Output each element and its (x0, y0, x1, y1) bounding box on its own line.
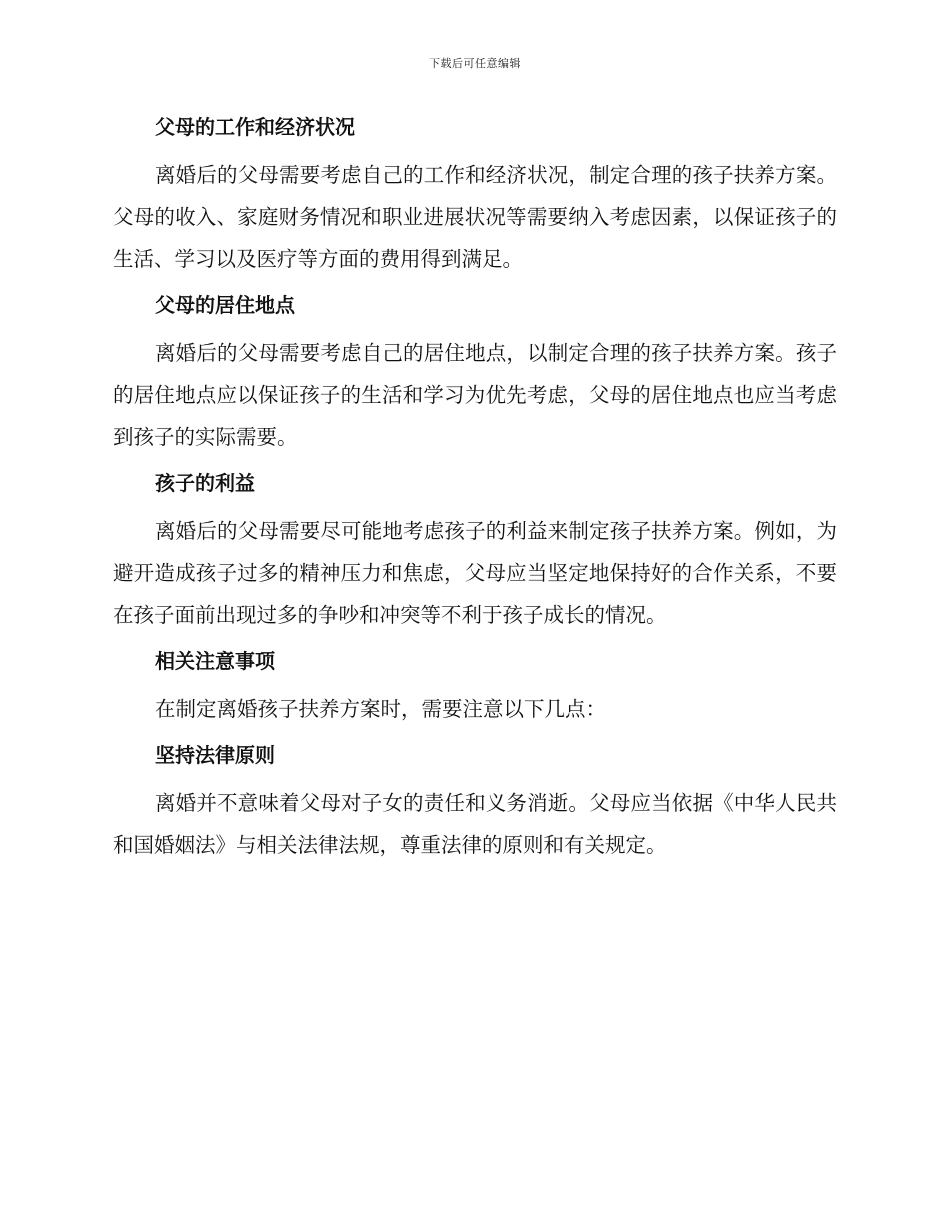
document-body (113, 108, 837, 876)
section-heading: 相关注意事项 (155, 649, 275, 673)
section-heading: 孩子的利益 (155, 471, 255, 495)
section-paragraph: 离婚后的父母需要尽可能地考虑孩子的利益来制定孩子扶养方案。例如，为避开造成孩子过多的精神压力和焦虑，父母应当坚定地保持好的合作关系，不要在孩子面前出现过多的争吵和冲突等不利于孩子成长的情况。 (113, 519, 837, 627)
section-heading: 父母的居住地点 (155, 293, 295, 317)
page-header-note: 下载后可任意编辑 (429, 57, 521, 70)
section-heading: 坚持法律原则 (155, 743, 275, 767)
section-legal-principle (113, 740, 837, 866)
section-paragraph: 在制定离婚孩子扶养方案时，需要注意以下几点： (155, 697, 606, 721)
section-notes (113, 646, 837, 730)
section-heading: 父母的工作和经济状况 (155, 115, 355, 139)
section-paragraph: 离婚并不意味着父母对子女的责任和义务消逝。父母应当依据《中华人民共和国婚姻法》与相关法律法规，尊重法律的原则和有关规定。 (113, 791, 837, 857)
section-paragraph: 离婚后的父母需要考虑自己的居住地点，以制定合理的孩子扶养方案。孩子的居住地点应以保证孩子的生活和学习为优先考虑，父母的居住地点也应当考虑到孩子的实际需要。 (113, 341, 837, 449)
section-child-interest (113, 468, 837, 636)
section-paragraph: 离婚后的父母需要考虑自己的工作和经济状况，制定合理的孩子扶养方案。父母的收入、家庭财务情况和职业进展状况等需要纳入考虑因素，以保证孩子的生活、学习以及医疗等方面的费用得到满足。 (113, 163, 837, 271)
section-residence (113, 290, 837, 458)
section-work-finance (113, 112, 837, 280)
